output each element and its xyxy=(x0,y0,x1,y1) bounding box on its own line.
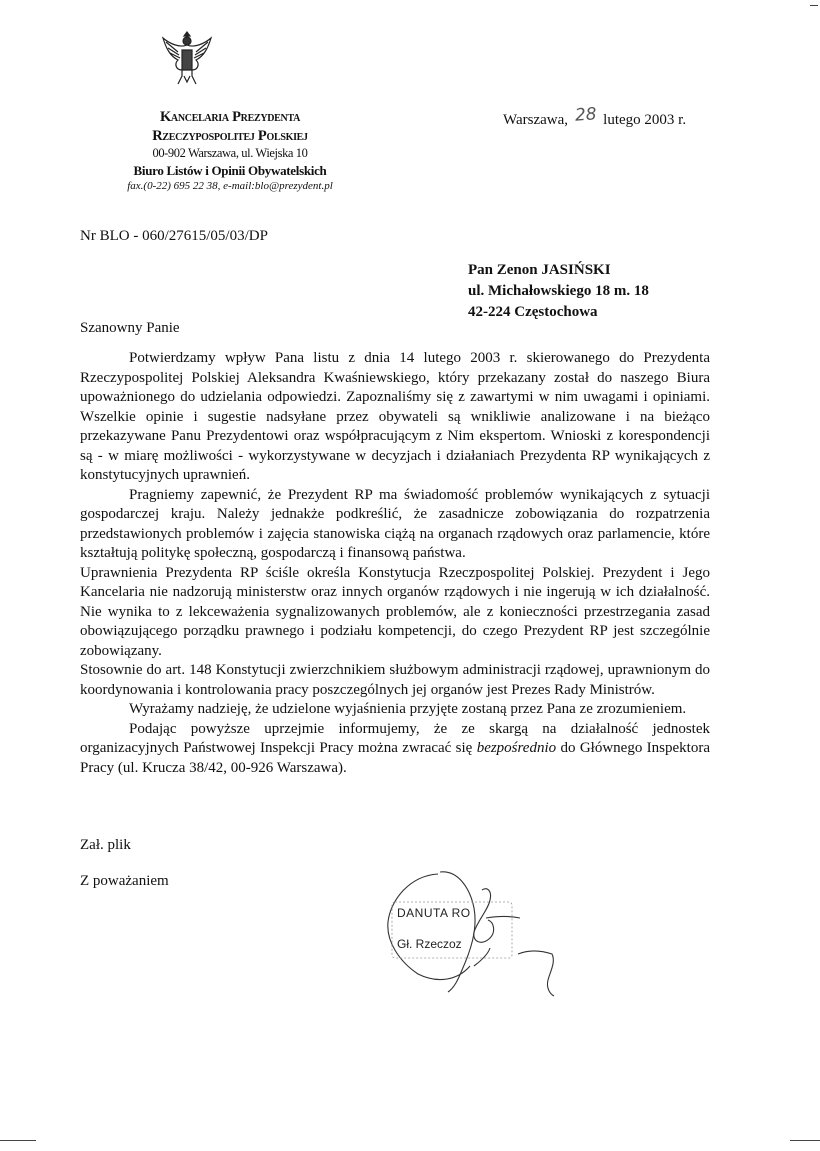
letter-date xyxy=(503,104,687,129)
date-rest: lutego 2003 r. xyxy=(603,112,687,128)
p6-emphasis: bezpośrednio xyxy=(476,740,557,756)
body-paragraph-2: Pragniemy zapewnić, że Prezydent RP ma świadomość problemów wynikających z sytuacji gospodarczej kraju. Należy jednakże podkreślić, że zasadnicze zobowiązania do rozpatrzenia przedstawionych problemów i zajęcia stanowiska ciążą na organach rządowych oraz parlamencie, które kształtują politykę społeczną, gospodarczą i finansową państwa. xyxy=(80,486,710,561)
p6-text-b: do Głównego Inspektora Pracy (ul. Krucza 38/42, 00-926 Warszawa). xyxy=(80,740,710,776)
scan-mark xyxy=(0,1140,36,1141)
eagle-emblem-icon xyxy=(160,30,214,88)
recipient-address xyxy=(468,260,649,323)
body-paragraph-3: Uprawnienia Prezydenta RP ściśle określa Konstytucja Rzeczpospolitej Polskiej. Prezydent i Jego Kancelaria nie nadzorują ministerstw oraz innych organów rządowych i nie ingerują w ich działalność. Nie wynika to z lekceważenia sygnalizowanych problemów, ale z konieczności przestrzegania zasad obowiązującego porządku prawnego i podziału kompetencji, do czego Prezydent RP jest szczególnie zobowiązany. xyxy=(80,564,710,659)
date-day-handwritten: 28 xyxy=(574,104,598,126)
org-address: 00-902 Warszawa, ul. Wiejska 10 xyxy=(152,146,308,160)
salutation: Szanowny Panie xyxy=(80,320,180,336)
recipient-city: 42-224 Częstochowa xyxy=(468,304,598,320)
letter-body xyxy=(80,349,710,778)
stamp-name: DANUTA RO xyxy=(397,906,471,920)
body-paragraph-5: Wyrażamy nadzieję, że udzielone wyjaśnienia przyjęte zostaną przez Pana ze zrozumieniem. xyxy=(129,701,687,717)
recipient-street: ul. Michałowskiego 18 m. 18 xyxy=(468,283,649,299)
closing: Z poważaniem xyxy=(80,873,169,889)
scan-mark xyxy=(790,1140,820,1141)
org-contact: fax.(0-22) 695 22 38, e-mail:blo@prezydent.pl xyxy=(127,180,333,192)
scan-mark xyxy=(810,5,818,6)
org-name-line2: Rzeczypospolitej Polskiej xyxy=(152,128,308,144)
handwritten-signature xyxy=(378,862,578,1002)
letterhead-organization xyxy=(80,108,380,146)
body-paragraph-1: Potwierdzamy wpływ Pana listu z dnia 14 lutego 2003 r. skierowanego do Prezydenta Rzeczypospolitej Polskiej Aleksandra Kwaśniewskiego, który przekazany został do naszego Biura upoważnionego do udzielania odpowiedzi. Zapoznaliśmy się z zawartymi w nim uwagami i opiniami. Wszelkie opinie i sugestie nadsyłane przez obywateli są wnikliwie analizowane i na bieżąco przekazywane Panu Prezydentowi oraz współpracującym z Nim ekspertom. Wnioski z korespondencji są - w miarę możliwości - wykorzystywane w decyzjach i działaniach Prezydenta RP wynikających z konstytucyjnych uprawnień. xyxy=(80,350,710,483)
org-department: Biuro Listów i Opinii Obywatelskich xyxy=(133,163,327,178)
org-name-line1: Kancelaria Prezydenta xyxy=(159,109,301,125)
recipient-name: Pan Zenon JASIŃSKI xyxy=(468,262,611,278)
attachment-note: Zał. plik xyxy=(80,837,131,853)
p6-text-a: Podając powyższe uprzejmie informujemy, że ze skargą na działalność jednostek organizacyjnych Państwowej Inspekcji Pracy można zwracać się xyxy=(80,720,710,756)
date-city: Warszawa, xyxy=(503,112,569,128)
reference-number: Nr BLO - 060/27615/05/03/DP xyxy=(80,228,268,244)
stamp-title: Gł. Rzeczoz xyxy=(397,937,462,951)
body-paragraph-6 xyxy=(80,720,710,779)
body-paragraph-4: Stosownie do art. 148 Konstytucji zwierzchnikiem służbowym administracji rządowej, uprawnionym do koordynowania i kontrolowania pracy poszczególnych jej organów jest Prezes Rady Ministrów. xyxy=(80,662,710,698)
